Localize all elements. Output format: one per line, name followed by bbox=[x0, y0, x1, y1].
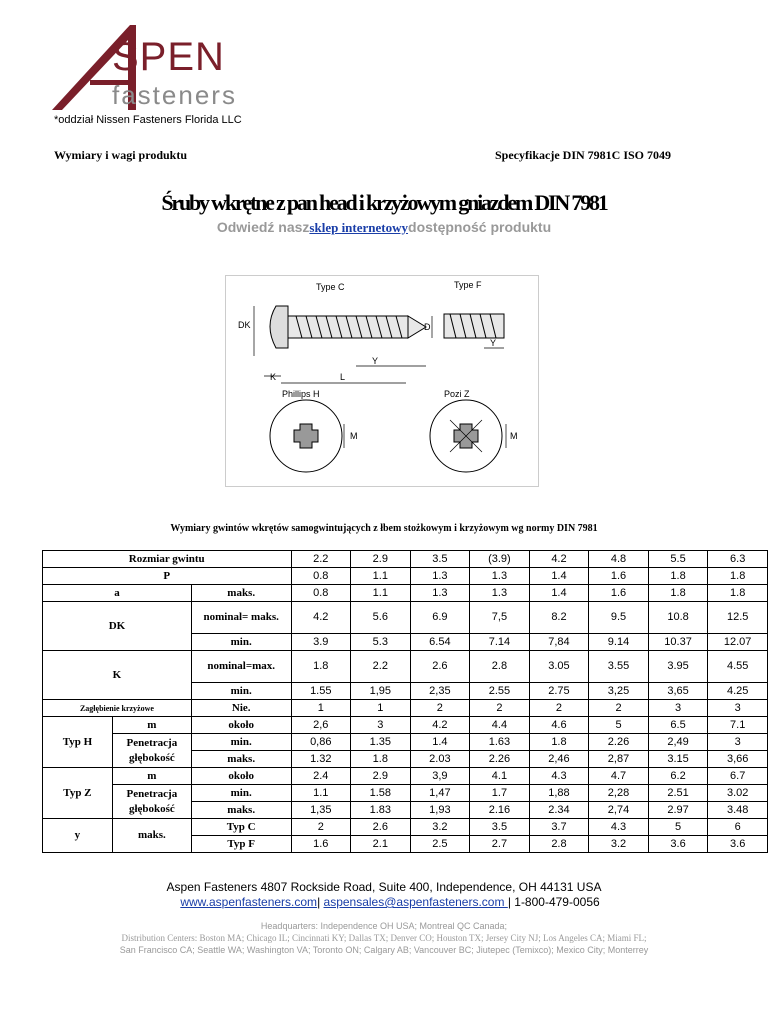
cell: 3.55 bbox=[589, 651, 649, 683]
label-y-f: Y bbox=[490, 338, 497, 348]
cell: 2.03 bbox=[410, 751, 470, 768]
cell: 1.8 bbox=[648, 568, 708, 585]
footer-contact bbox=[0, 895, 768, 909]
cell: 6.2 bbox=[648, 768, 708, 785]
cell: 2.6 bbox=[351, 819, 411, 836]
subsidiary-note: *oddział Nissen Fasteners Florida LLC bbox=[54, 114, 242, 126]
cell-label: Zagłębienie krzyżowe bbox=[43, 700, 192, 717]
cell: 3 bbox=[648, 700, 708, 717]
cell: 1.8 bbox=[648, 585, 708, 602]
cell: 3.7 bbox=[529, 819, 589, 836]
cell: 1.3 bbox=[410, 585, 470, 602]
cell-label: Typ Z bbox=[43, 768, 113, 819]
cell-label: min. bbox=[191, 683, 291, 700]
label-phillips: Phillips H bbox=[282, 389, 320, 399]
cell: 2.55 bbox=[470, 683, 530, 700]
cell: 2 bbox=[291, 819, 351, 836]
cell: 3.02 bbox=[708, 785, 768, 802]
cell: 1,35 bbox=[291, 802, 351, 819]
cell: 3.15 bbox=[648, 751, 708, 768]
cell-label: maks. bbox=[191, 751, 291, 768]
cell: 3.2 bbox=[589, 836, 649, 853]
cell: 2.26 bbox=[470, 751, 530, 768]
cell: 2.16 bbox=[470, 802, 530, 819]
screw-drawing bbox=[226, 276, 538, 486]
label-pozi: Pozi Z bbox=[444, 389, 470, 399]
dimension-table bbox=[42, 550, 768, 853]
cell: 1.6 bbox=[589, 585, 649, 602]
row-h-m bbox=[43, 717, 768, 734]
cell: 2 bbox=[470, 700, 530, 717]
online-store-link[interactable]: sklep internetowy bbox=[309, 220, 409, 235]
cell: 2.75 bbox=[529, 683, 589, 700]
cell: 4.8 bbox=[589, 551, 649, 568]
cell: 3.48 bbox=[708, 802, 768, 819]
cell: 7,84 bbox=[529, 634, 589, 651]
cell: 1 bbox=[351, 700, 411, 717]
cell: 9.5 bbox=[589, 602, 649, 634]
cell: 4.6 bbox=[529, 717, 589, 734]
cell-label: około bbox=[191, 717, 291, 734]
cell: 10.37 bbox=[648, 634, 708, 651]
cell: 4.25 bbox=[708, 683, 768, 700]
cell: 2,6 bbox=[291, 717, 351, 734]
cell: 1.8 bbox=[291, 651, 351, 683]
cell: 2.51 bbox=[648, 785, 708, 802]
cell: 5 bbox=[589, 717, 649, 734]
cell: 2 bbox=[410, 700, 470, 717]
cell: 0,86 bbox=[291, 734, 351, 751]
cell-label: Typ H bbox=[43, 717, 113, 768]
cell: 3,65 bbox=[648, 683, 708, 700]
logo-word-main: SPEN bbox=[112, 35, 225, 79]
cell: 3.6 bbox=[648, 836, 708, 853]
cell: 3,9 bbox=[410, 768, 470, 785]
row-recess bbox=[43, 700, 768, 717]
cell: 1.3 bbox=[470, 585, 530, 602]
cell: 3,25 bbox=[589, 683, 649, 700]
cell-label: Nie. bbox=[191, 700, 291, 717]
cell: 3 bbox=[708, 734, 768, 751]
cell: 6.9 bbox=[410, 602, 470, 634]
cell: 2.8 bbox=[470, 651, 530, 683]
cell: 7.14 bbox=[470, 634, 530, 651]
cell: 7.1 bbox=[708, 717, 768, 734]
cell: 1.8 bbox=[708, 585, 768, 602]
cell: 1.63 bbox=[470, 734, 530, 751]
cell: 1.3 bbox=[410, 568, 470, 585]
label-type-c: Type C bbox=[316, 282, 345, 292]
cell: 4.2 bbox=[291, 602, 351, 634]
row-size bbox=[43, 551, 768, 568]
row-h-pen-min bbox=[43, 734, 768, 751]
visit-line bbox=[0, 219, 768, 236]
cell: 3 bbox=[708, 700, 768, 717]
cell: 2.7 bbox=[470, 836, 530, 853]
label-m-pozi: M bbox=[510, 431, 518, 441]
cell-label: min. bbox=[191, 634, 291, 651]
cell: 4.2 bbox=[410, 717, 470, 734]
cell: 4.55 bbox=[708, 651, 768, 683]
cell: 4.4 bbox=[470, 717, 530, 734]
cell: 1,93 bbox=[410, 802, 470, 819]
cell: 1.6 bbox=[589, 568, 649, 585]
cell-label: y bbox=[43, 819, 113, 853]
cell-label: nominal= maks. bbox=[191, 602, 291, 634]
cell: 4.7 bbox=[589, 768, 649, 785]
cell-label: P bbox=[43, 568, 292, 585]
visit-suffix: dostępność produktu bbox=[408, 219, 552, 235]
cell: 12.5 bbox=[708, 602, 768, 634]
cell: 2.9 bbox=[351, 768, 411, 785]
cell: 1.8 bbox=[529, 734, 589, 751]
cell-label: maks. bbox=[191, 802, 291, 819]
cell-label: Penetracja głębokość bbox=[112, 785, 191, 819]
cell: 1.35 bbox=[351, 734, 411, 751]
cell: 1.4 bbox=[410, 734, 470, 751]
cell: 10.8 bbox=[648, 602, 708, 634]
cell: 5.5 bbox=[648, 551, 708, 568]
cell-label: maks. bbox=[112, 819, 191, 853]
cell: 3.05 bbox=[529, 651, 589, 683]
cell-label: około bbox=[191, 768, 291, 785]
cell: 6.3 bbox=[708, 551, 768, 568]
cell: 3.9 bbox=[291, 634, 351, 651]
technical-drawing bbox=[225, 275, 539, 487]
cell: 1.4 bbox=[529, 568, 589, 585]
cell-label: maks. bbox=[191, 585, 291, 602]
cell: 2.9 bbox=[351, 551, 411, 568]
cell: 6.5 bbox=[648, 717, 708, 734]
cell: 2,74 bbox=[589, 802, 649, 819]
cell: 3.5 bbox=[470, 819, 530, 836]
logo-word-sub: fasteners bbox=[112, 80, 237, 110]
cell: 1.3 bbox=[470, 568, 530, 585]
header-right: Specyfikacje DIN 7981C ISO 7049 bbox=[495, 148, 671, 162]
cell: 1.83 bbox=[351, 802, 411, 819]
cell: 1.1 bbox=[351, 585, 411, 602]
cell-label: K bbox=[43, 651, 192, 700]
cell: 1,88 bbox=[529, 785, 589, 802]
cell: 5.6 bbox=[351, 602, 411, 634]
cell: 8.2 bbox=[529, 602, 589, 634]
cell-label: a bbox=[43, 585, 192, 602]
cell: 3 bbox=[351, 717, 411, 734]
cell: 7,5 bbox=[470, 602, 530, 634]
cell-label: min. bbox=[191, 734, 291, 751]
cell: 2,35 bbox=[410, 683, 470, 700]
cell: 1.7 bbox=[470, 785, 530, 802]
row-dk-max bbox=[43, 602, 768, 634]
cell-label: min. bbox=[191, 785, 291, 802]
footer-address: Aspen Fasteners 4807 Rockside Road, Suite 400, Independence, OH 44131 USA bbox=[166, 880, 602, 894]
cell: 0.8 bbox=[291, 585, 351, 602]
cell: 2.97 bbox=[648, 802, 708, 819]
cell: 2.8 bbox=[529, 836, 589, 853]
cell-label: Penetracja głębokość bbox=[112, 734, 191, 768]
cell-label: m bbox=[112, 768, 191, 785]
table-title: Wymiary gwintów wkrętów samogwintujących z łbem stożkowym i krzyżowym wg normy DIN 7981 bbox=[170, 523, 598, 534]
cell: 1 bbox=[291, 700, 351, 717]
cell: 3.5 bbox=[410, 551, 470, 568]
cell: 1.32 bbox=[291, 751, 351, 768]
label-m-phillips: M bbox=[350, 431, 358, 441]
cell: 4.2 bbox=[529, 551, 589, 568]
cell: 1.8 bbox=[708, 568, 768, 585]
cell: 2.2 bbox=[351, 651, 411, 683]
cell: 1.6 bbox=[291, 836, 351, 853]
cell: 2,28 bbox=[589, 785, 649, 802]
cell: 1.58 bbox=[351, 785, 411, 802]
footer-sep: | bbox=[317, 895, 324, 909]
cell: 2.34 bbox=[529, 802, 589, 819]
cell: 1.8 bbox=[351, 751, 411, 768]
cell: 1,47 bbox=[410, 785, 470, 802]
cell: 3.2 bbox=[410, 819, 470, 836]
cell: 9.14 bbox=[589, 634, 649, 651]
cell: 2.2 bbox=[291, 551, 351, 568]
footer-phone: 1-800-479-0056 bbox=[514, 895, 600, 909]
cell: 2 bbox=[589, 700, 649, 717]
row-a bbox=[43, 585, 768, 602]
footer-sep: | bbox=[507, 895, 515, 909]
website-link[interactable]: www.aspenfasteners.com bbox=[180, 895, 318, 909]
header-left: Wymiary i wagi produktu bbox=[54, 148, 188, 162]
cell: 2 bbox=[529, 700, 589, 717]
cell: 5 bbox=[648, 819, 708, 836]
visit-prefix: Odwiedź nasz bbox=[216, 219, 310, 235]
label-dk: DK bbox=[238, 320, 251, 330]
cell: 6.7 bbox=[708, 768, 768, 785]
cell: 1.55 bbox=[291, 683, 351, 700]
page-title: Śruby wkrętne z pan head i krzyżowym gniazdem DIN 7981 bbox=[161, 190, 607, 215]
cell-label: Rozmiar gwintu bbox=[43, 551, 292, 568]
footer-other-locations: San Francisco CA; Seattle WA; Washington VA; Toronto ON; Calgary AB; Vancouver BC; Jiutepec (Temixco); Mexico City; Monterrey bbox=[119, 945, 649, 955]
cell: 2.26 bbox=[589, 734, 649, 751]
cell: 4.3 bbox=[589, 819, 649, 836]
cell: 1,95 bbox=[351, 683, 411, 700]
cell: (3.9) bbox=[470, 551, 530, 568]
email-link[interactable]: aspensales@aspenfasteners.com bbox=[323, 895, 508, 909]
cell-label: Typ F bbox=[191, 836, 291, 853]
cell: 2.1 bbox=[351, 836, 411, 853]
footer-distribution: Distribution Centers: Boston MA; Chicago IL; Cincinnati KY; Dallas TX; Denver CO; Houston TX; Jersey City NJ; Los Angeles CA; Miami FL; bbox=[121, 933, 647, 943]
label-k: K bbox=[270, 372, 277, 382]
cell: 4.3 bbox=[529, 768, 589, 785]
cell: 2.6 bbox=[410, 651, 470, 683]
cell: 3,66 bbox=[708, 751, 768, 768]
row-p bbox=[43, 568, 768, 585]
label-d: D bbox=[424, 322, 431, 332]
cell: 5.3 bbox=[351, 634, 411, 651]
cell: 0.8 bbox=[291, 568, 351, 585]
row-z-pen-min bbox=[43, 785, 768, 802]
label-y-c: Y bbox=[372, 356, 379, 366]
cell: 1.1 bbox=[291, 785, 351, 802]
cell-label: nominal=max. bbox=[191, 651, 291, 683]
cell: 2.4 bbox=[291, 768, 351, 785]
cell: 6.54 bbox=[410, 634, 470, 651]
cell-label: m bbox=[112, 717, 191, 734]
cell: 2.5 bbox=[410, 836, 470, 853]
cell: 1.1 bbox=[351, 568, 411, 585]
cell: 3.6 bbox=[708, 836, 768, 853]
row-z-m bbox=[43, 768, 768, 785]
cell: 12.07 bbox=[708, 634, 768, 651]
cell: 2,46 bbox=[529, 751, 589, 768]
cell: 2,87 bbox=[589, 751, 649, 768]
cell: 4.1 bbox=[470, 768, 530, 785]
label-l: L bbox=[340, 372, 346, 382]
row-y-c bbox=[43, 819, 768, 836]
cell-label: DK bbox=[43, 602, 192, 651]
cell: 2,49 bbox=[648, 734, 708, 751]
cell: 3.95 bbox=[648, 651, 708, 683]
cell: 6 bbox=[708, 819, 768, 836]
cell-label: Typ C bbox=[191, 819, 291, 836]
cell: 1.4 bbox=[529, 585, 589, 602]
label-type-f: Type F bbox=[454, 280, 482, 290]
footer-hq: Headquarters: Independence OH USA; Montreal QC Canada; bbox=[260, 921, 508, 931]
row-k-max bbox=[43, 651, 768, 683]
